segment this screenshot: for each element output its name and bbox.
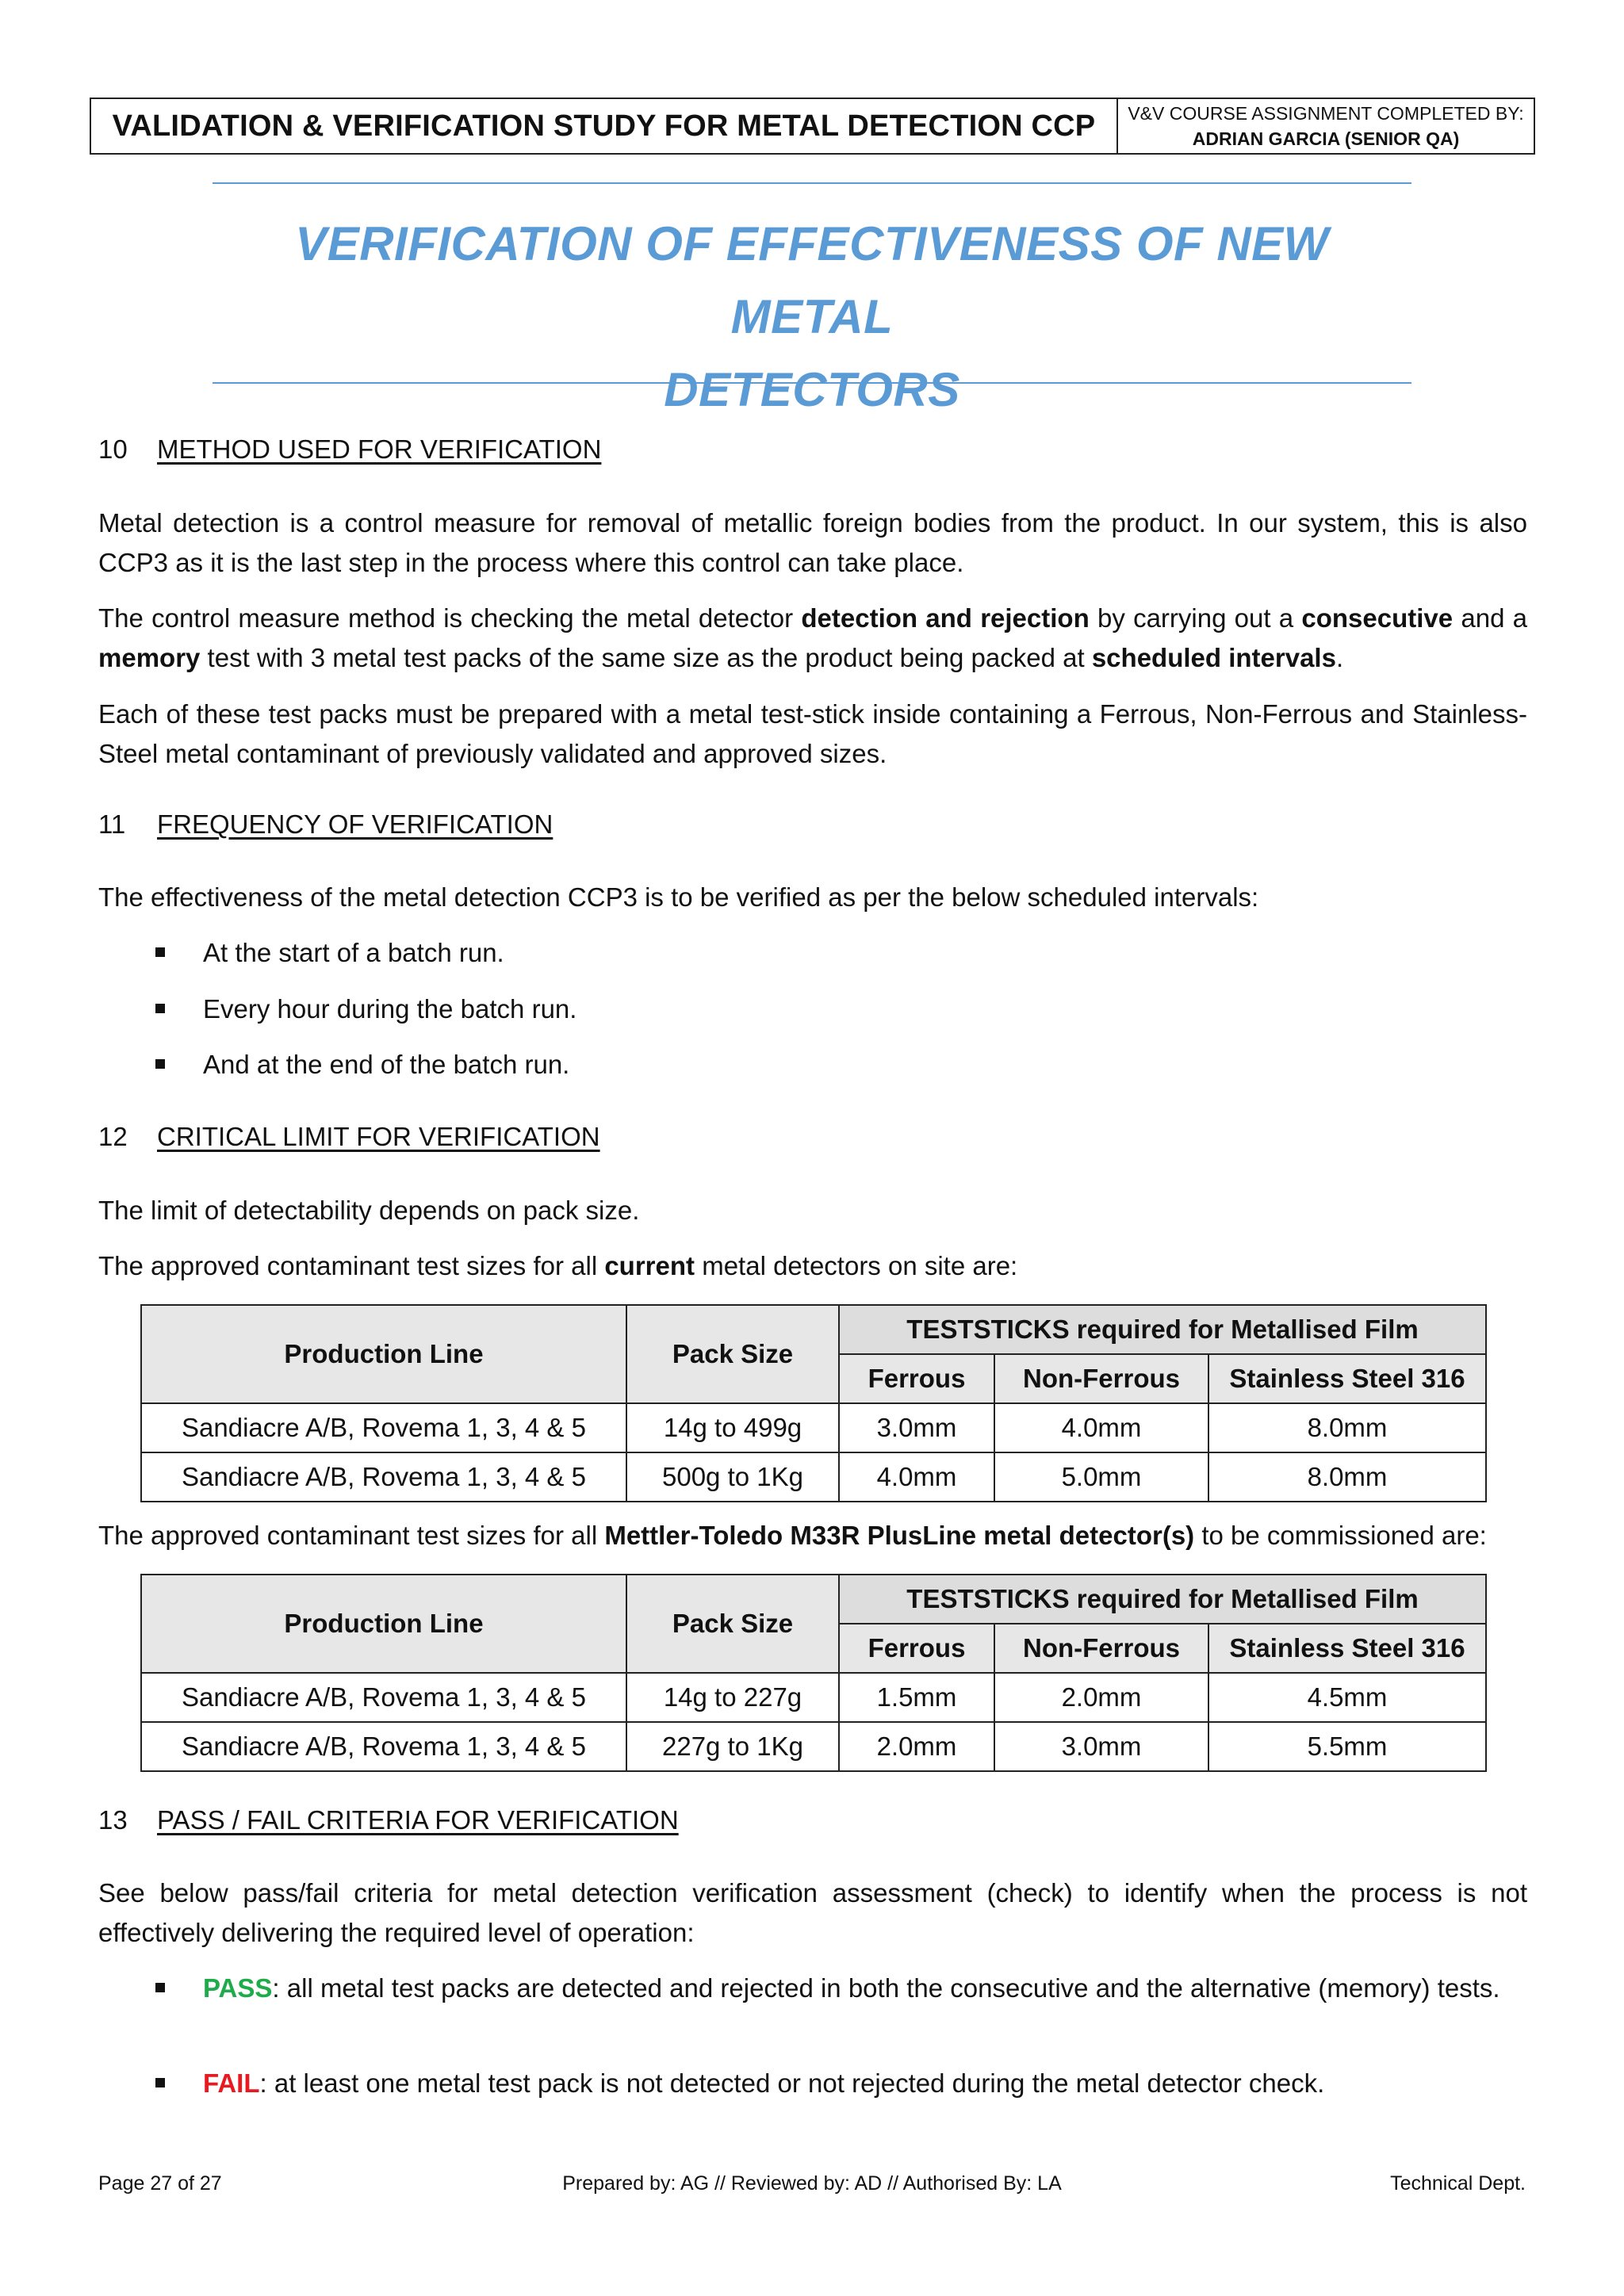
bullet-item — [155, 1045, 1527, 1085]
cell-pack: 227g to 1Kg — [626, 1722, 839, 1771]
cell-line: Sandiacre A/B, Rovema 1, 3, 4 & 5 — [141, 1722, 626, 1771]
title-rule-top — [213, 182, 1411, 184]
s12-paragraph-3 — [98, 1516, 1527, 1556]
pass-label: PASS — [203, 1973, 273, 2003]
section-number: 10 — [98, 434, 128, 464]
bold-run: detection and rejection — [801, 603, 1090, 633]
col-header-ferrous: Ferrous — [839, 1354, 994, 1403]
bullet-text — [203, 1969, 1527, 2008]
table-row — [141, 1722, 1486, 1771]
section-11-heading — [98, 809, 553, 840]
col-header-non-ferrous: Non-Ferrous — [994, 1624, 1208, 1673]
text-run: The approved contaminant test sizes for all — [98, 1521, 605, 1550]
cell-line: Sandiacre A/B, Rovema 1, 3, 4 & 5 — [141, 1452, 626, 1502]
section-13-heading — [98, 1805, 679, 1835]
bold-run: scheduled intervals — [1091, 643, 1336, 672]
s12-paragraph-2 — [98, 1246, 1527, 1286]
cell-pack: 500g to 1Kg — [626, 1452, 839, 1502]
table-row — [141, 1673, 1486, 1722]
section-number: 11 — [98, 809, 126, 839]
cell-stainless: 5.5mm — [1208, 1722, 1486, 1771]
assignment-label: V&V COURSE ASSIGNMENT COMPLETED BY: — [1128, 103, 1524, 124]
section-title: PASS / FAIL CRITERIA FOR VERIFICATION — [157, 1805, 679, 1835]
s12-paragraph-1: The limit of detectability depends on pack size. — [98, 1196, 640, 1225]
bold-run: consecutive — [1301, 603, 1454, 633]
col-group-header: TESTSTICKS required for Metallised Film — [839, 1575, 1486, 1624]
col-header-stainless: Stainless Steel 316 — [1208, 1354, 1486, 1403]
s13-intro: See below pass/fail criteria for metal detection verification assessment (check) to identify when the process is not effectively delivering the required level of operation: — [98, 1878, 1527, 1947]
cell-stainless: 8.0mm — [1208, 1452, 1486, 1502]
table-row — [141, 1403, 1486, 1452]
bullet-item — [155, 933, 1527, 973]
section-title: CRITICAL LIMIT FOR VERIFICATION — [157, 1122, 600, 1151]
bold-run: current — [604, 1251, 695, 1280]
bold-run: Mettler-Toledo M33R PlusLine metal detector(s) — [604, 1521, 1195, 1550]
fail-criteria — [155, 2064, 1527, 2103]
text-run: . — [1335, 643, 1344, 672]
footer-signoff: Prepared by: AG // Reviewed by: AD // Authorised By: LA — [562, 2172, 1062, 2195]
cell-non-ferrous: 2.0mm — [994, 1673, 1208, 1722]
text-run: by carrying out a — [1089, 603, 1302, 633]
section-title: FREQUENCY OF VERIFICATION — [157, 809, 553, 839]
bullet-square-icon — [155, 2078, 165, 2087]
text-run: The approved contaminant test sizes for all — [98, 1251, 605, 1280]
title-rule-bottom — [213, 382, 1411, 384]
cell-non-ferrous: 3.0mm — [994, 1722, 1208, 1771]
text-run: The control measure method is checking the metal detector — [98, 603, 802, 633]
cell-ferrous: 2.0mm — [839, 1722, 994, 1771]
text-run: test with 3 metal test packs of the same size as the product being packed at — [200, 643, 1092, 672]
s10-paragraph-1: Metal detection is a control measure for removal of metallic foreign bodies from the product. In our system, this is also CCP3 as it is the last step in the process where this control can take place. — [98, 508, 1527, 577]
cell-ferrous: 3.0mm — [839, 1403, 994, 1452]
new-detectors-table — [140, 1574, 1487, 1772]
bullet-text — [203, 2064, 1527, 2103]
header-author-block — [1118, 99, 1534, 153]
col-header-pack-size: Pack Size — [626, 1575, 839, 1673]
fail-text: : at least one metal test pack is not detected or not rejected during the metal detector check. — [259, 2068, 1325, 2098]
cell-non-ferrous: 5.0mm — [994, 1452, 1208, 1502]
text-run: and a — [1453, 603, 1528, 633]
text-run: metal detectors on site are: — [695, 1251, 1018, 1280]
pass-criteria — [155, 1969, 1527, 2008]
cell-pack: 14g to 499g — [626, 1403, 839, 1452]
cell-ferrous: 1.5mm — [839, 1673, 994, 1722]
current-detectors-table — [140, 1304, 1487, 1502]
bullet-square-icon — [155, 947, 165, 957]
document-title — [213, 208, 1411, 427]
bold-run: memory — [98, 643, 201, 672]
cell-line: Sandiacre A/B, Rovema 1, 3, 4 & 5 — [141, 1403, 626, 1452]
table-row — [141, 1452, 1486, 1502]
pass-text: : all metal test packs are detected and rejected in both the consecutive and the alternative (memory) tests. — [272, 1973, 1500, 2003]
s10-paragraph-3: Each of these test packs must be prepared with a metal test-stick inside containing a Ferrous, Non-Ferrous and Stainless-Steel metal contaminant of previously validated and approved sizes. — [98, 699, 1527, 768]
cell-line: Sandiacre A/B, Rovema 1, 3, 4 & 5 — [141, 1673, 626, 1722]
fail-label: FAIL — [203, 2068, 260, 2098]
footer-department: Technical Dept. — [1390, 2172, 1526, 2195]
text-run: to be commissioned are: — [1194, 1521, 1487, 1550]
col-header-production-line: Production Line — [141, 1575, 626, 1673]
bullet-square-icon — [155, 1059, 165, 1069]
col-header-ferrous: Ferrous — [839, 1624, 994, 1673]
section-number: 12 — [98, 1122, 128, 1151]
col-header-production-line: Production Line — [141, 1305, 626, 1403]
s10-paragraph-2 — [98, 599, 1527, 678]
cell-pack: 14g to 227g — [626, 1673, 839, 1722]
col-header-non-ferrous: Non-Ferrous — [994, 1354, 1208, 1403]
page-header — [90, 98, 1535, 155]
bullet-square-icon — [155, 1983, 165, 1992]
section-12-heading — [98, 1122, 600, 1152]
bullet-square-icon — [155, 1004, 165, 1013]
cell-non-ferrous: 4.0mm — [994, 1403, 1208, 1452]
bullet-text: Every hour during the batch run. — [203, 994, 577, 1024]
footer-page-number: Page 27 of 27 — [98, 2172, 222, 2195]
cell-ferrous: 4.0mm — [839, 1452, 994, 1502]
header-title: VALIDATION & VERIFICATION STUDY FOR METAL DETECTION CCP — [91, 99, 1118, 153]
author-name: ADRIAN GARCIA (SENIOR QA) — [1192, 128, 1460, 149]
section-title: METHOD USED FOR VERIFICATION — [157, 434, 602, 464]
bullet-item — [155, 989, 1527, 1029]
col-header-stainless: Stainless Steel 316 — [1208, 1624, 1486, 1673]
title-line-2: DETECTORS — [664, 363, 960, 416]
title-line-1: VERIFICATION OF EFFECTIVENESS OF NEW METAL — [295, 217, 1329, 343]
section-10-heading — [98, 434, 601, 465]
s11-intro: The effectiveness of the metal detection CCP3 is to be verified as per the below scheduled intervals: — [98, 882, 1259, 912]
bullet-text: And at the end of the batch run. — [203, 1050, 570, 1079]
bullet-text: At the start of a batch run. — [203, 938, 504, 967]
cell-stainless: 8.0mm — [1208, 1403, 1486, 1452]
cell-stainless: 4.5mm — [1208, 1673, 1486, 1722]
col-header-pack-size: Pack Size — [626, 1305, 839, 1403]
col-group-header: TESTSTICKS required for Metallised Film — [839, 1305, 1486, 1354]
section-number: 13 — [98, 1805, 128, 1835]
